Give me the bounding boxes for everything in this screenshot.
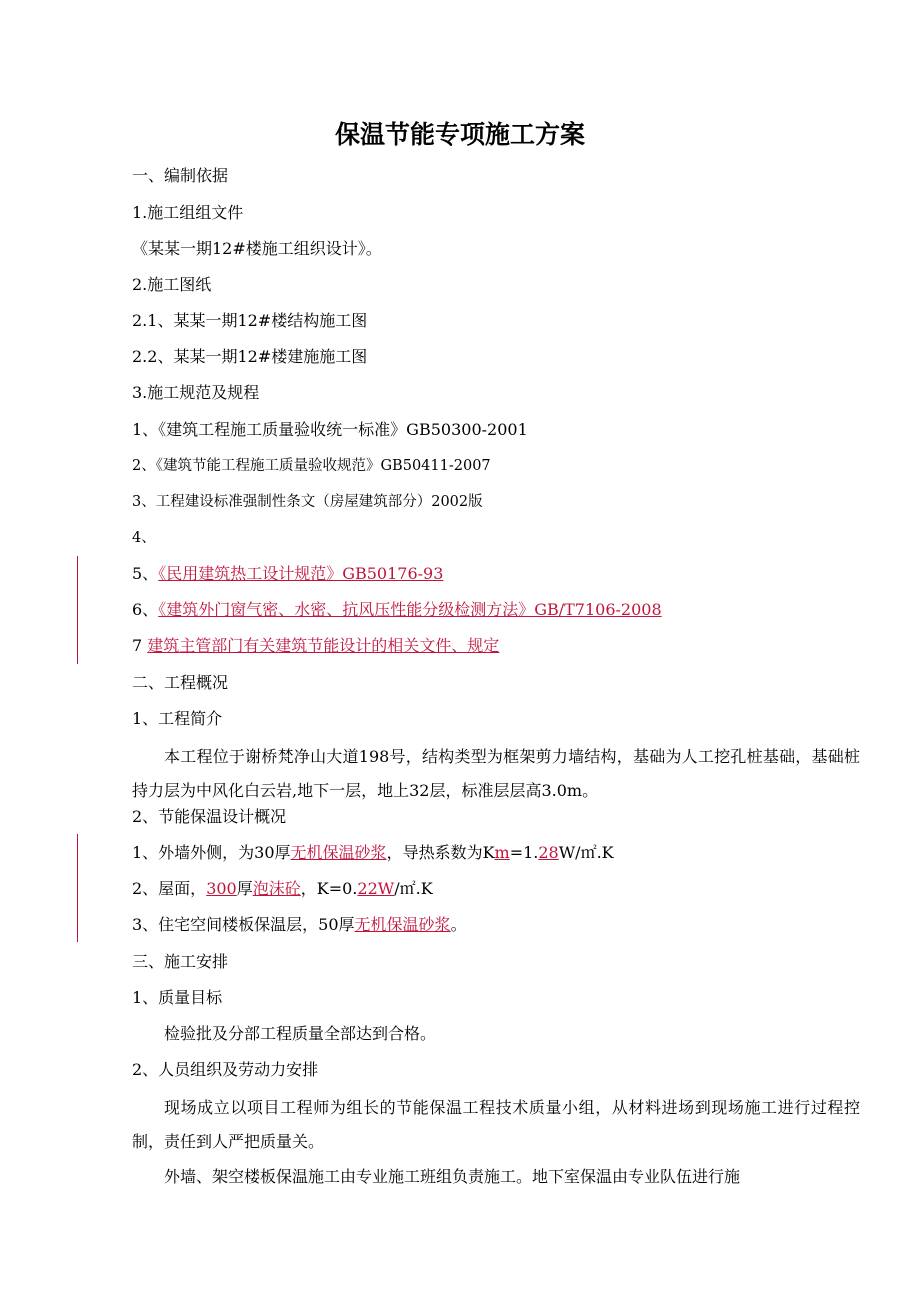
text-run: /㎡.K <box>394 879 433 898</box>
document-title: 保温节能专项施工方案 <box>334 120 585 149</box>
doc-item: 《某某一期12#楼施工组织设计》。 <box>132 239 382 258</box>
staffing-paragraph-1: 现场成立以项目工程师为组长的节能保温工程技术质量小组，从材料进场到现场施工进行过程控制，责任到人严把质量关。 <box>132 1098 860 1151</box>
revision-bar <box>77 556 78 664</box>
subheading-design: 2、节能保温设计概况 <box>132 807 287 826</box>
project-intro-paragraph: 本工程位于谢桥梵净山大道198号，结构类型为框架剪力墙结构，基础为人工挖孔桩基础，基础桩持力层为中风化白云岩,地下一层，地上32层，标准层层高3.0m。 <box>132 747 860 800</box>
text-run: W/㎡.K <box>558 843 614 862</box>
design-item-wall <box>132 842 614 864</box>
spec-number: 5、 <box>132 564 159 583</box>
drawing-item-architecture: 2.2、某某一期12#楼建施施工图 <box>132 347 368 366</box>
subheading-drawings: 2.施工图纸 <box>132 275 212 294</box>
subheading-quality-goal: 1、质量目标 <box>132 988 223 1007</box>
revised-text: 《民用建筑热工设计规范》GB50176-93 <box>158 564 444 583</box>
section-heading-basis: 一、编制依据 <box>132 166 229 185</box>
staffing-paragraph-2: 外墙、架空楼板保温施工由专业施工班组负责施工。地下室保温由专业队伍进行施 <box>164 1167 741 1186</box>
subheading-specs: 3.施工规范及规程 <box>132 383 260 402</box>
revision-bar <box>77 834 78 942</box>
subheading-intro: 1、工程简介 <box>132 709 223 728</box>
revised-text: 22W <box>357 879 395 898</box>
spec-item-4: 4、 <box>132 530 156 546</box>
revised-text: 300 <box>206 879 237 898</box>
spec-item-7 <box>132 635 499 657</box>
section-heading-arrangement: 三、施工安排 <box>132 952 229 971</box>
text-run: ，K=0. <box>300 879 358 898</box>
spec-item-2: 2、《建筑节能工程施工质量验收规范》GB50411-2007 <box>132 458 491 474</box>
subheading-org-docs: 1.施工组组文件 <box>132 203 244 222</box>
drawing-item-structure: 2.1、某某一期12#楼结构施工图 <box>132 311 368 330</box>
text-run: 厚 <box>236 879 253 898</box>
text-run: =1. <box>509 843 539 862</box>
spec-item-1: 1、《建筑工程施工质量验收统一标准》GB50300-2001 <box>132 420 528 439</box>
subheading-staffing: 2、人员组织及劳动力安排 <box>132 1060 319 1079</box>
design-item-roof <box>132 878 433 900</box>
spec-item-5 <box>132 563 443 585</box>
text-run: 2、屋面， <box>132 879 207 898</box>
quality-goal-text: 检验批及分部工程质量全部达到合格。 <box>164 1024 437 1043</box>
spec-number: 6、 <box>132 600 159 619</box>
revised-text: m <box>494 843 510 862</box>
text-run: 。 <box>450 915 467 934</box>
revised-text: 《建筑外门窗气密、水密、抗风压性能分级检测方法》GB/T7106-2008 <box>158 600 662 619</box>
revised-text: 无机保温砂浆 <box>354 915 451 934</box>
revised-text: 建筑主管部门有关建筑节能设计的相关文件、规定 <box>147 636 500 655</box>
section-heading-overview: 二、工程概况 <box>132 673 229 692</box>
revised-text: 28 <box>538 843 559 862</box>
revised-text: 无机保温砂浆 <box>290 843 387 862</box>
text-run: ，导热系数为K <box>386 843 495 862</box>
spec-item-6 <box>132 599 662 621</box>
design-item-floor <box>132 914 467 936</box>
text-run: 3、住宅空间楼板保温层，50厚 <box>132 915 355 934</box>
spec-number: 7 <box>132 636 148 655</box>
revised-text: 泡沫砼 <box>252 879 301 898</box>
text-run: 1、外墙外侧，为30厚 <box>132 843 291 862</box>
spec-item-3: 3、工程建设标准强制性条文（房屋建筑部分）2002版 <box>132 494 483 510</box>
